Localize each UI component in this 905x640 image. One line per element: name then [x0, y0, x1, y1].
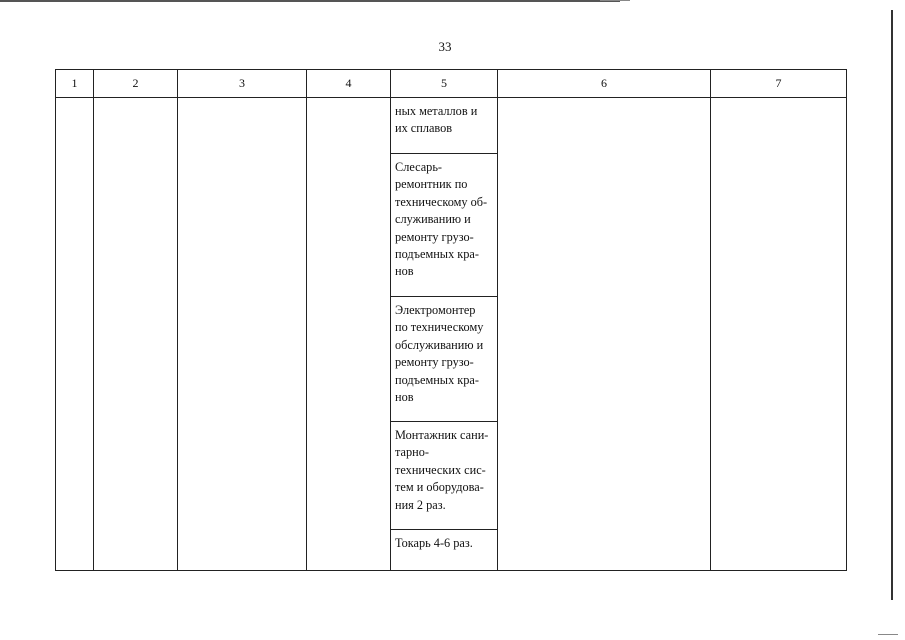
- table-cell-empty: [94, 98, 178, 571]
- column-header: 3: [178, 70, 307, 98]
- column-header: 2: [94, 70, 178, 98]
- table-cell-professions: [391, 98, 498, 571]
- text-line: ремонту грузо-: [395, 229, 474, 244]
- text-line: Слесарь-: [395, 160, 443, 174]
- page-number: 33: [438, 39, 452, 54]
- text-line: тем и оборудова-: [395, 480, 484, 495]
- text-line: нов: [395, 264, 414, 279]
- document-table: [55, 69, 847, 571]
- text-line: Монтажник сани-: [395, 428, 489, 442]
- table-cell-empty: [498, 98, 711, 571]
- text-line: Токарь 4-6 раз.: [395, 536, 473, 550]
- column-header: 1: [56, 70, 94, 98]
- text-line: по техническому: [395, 320, 484, 335]
- text-line: служиванию и: [395, 212, 471, 227]
- scan-border-right: [891, 10, 893, 600]
- text-line: подъемных кра-: [395, 247, 479, 262]
- table-row: [56, 98, 847, 571]
- text-line: техническому об-: [395, 194, 488, 209]
- scan-mark: [878, 634, 898, 635]
- text-line: их сплавов: [395, 121, 453, 136]
- table-cell-empty: [178, 98, 307, 571]
- column-header: 4: [307, 70, 391, 98]
- table-cell-empty: [56, 98, 94, 571]
- table-cell-empty: [711, 98, 847, 571]
- table-cell-empty: [307, 98, 391, 571]
- text-line: ния 2 раз.: [395, 497, 446, 512]
- text-line: тарно-: [395, 445, 429, 460]
- text-line: ремонту грузо-: [395, 355, 474, 370]
- profession-entry: [391, 530, 497, 570]
- scan-border-top-fragment: [600, 0, 630, 1]
- text-line: нов: [395, 390, 414, 405]
- column-header: 5: [391, 70, 498, 98]
- column-header: 6: [498, 70, 711, 98]
- text-line: ных металлов и: [395, 104, 478, 118]
- text-line: подъемных кра-: [395, 372, 479, 387]
- text-line: ремонтник по: [395, 177, 468, 192]
- profession-entry: [391, 98, 497, 154]
- scan-border-top: [0, 0, 620, 2]
- table-header-row: [56, 70, 847, 98]
- profession-entry: [391, 297, 497, 422]
- profession-entry: [391, 154, 497, 297]
- text-line: обслуживанию и: [395, 337, 484, 352]
- profession-entry: [391, 422, 497, 530]
- column-header: 7: [711, 70, 847, 98]
- text-line: технических сис-: [395, 462, 486, 477]
- text-line: Электромонтер: [395, 303, 476, 317]
